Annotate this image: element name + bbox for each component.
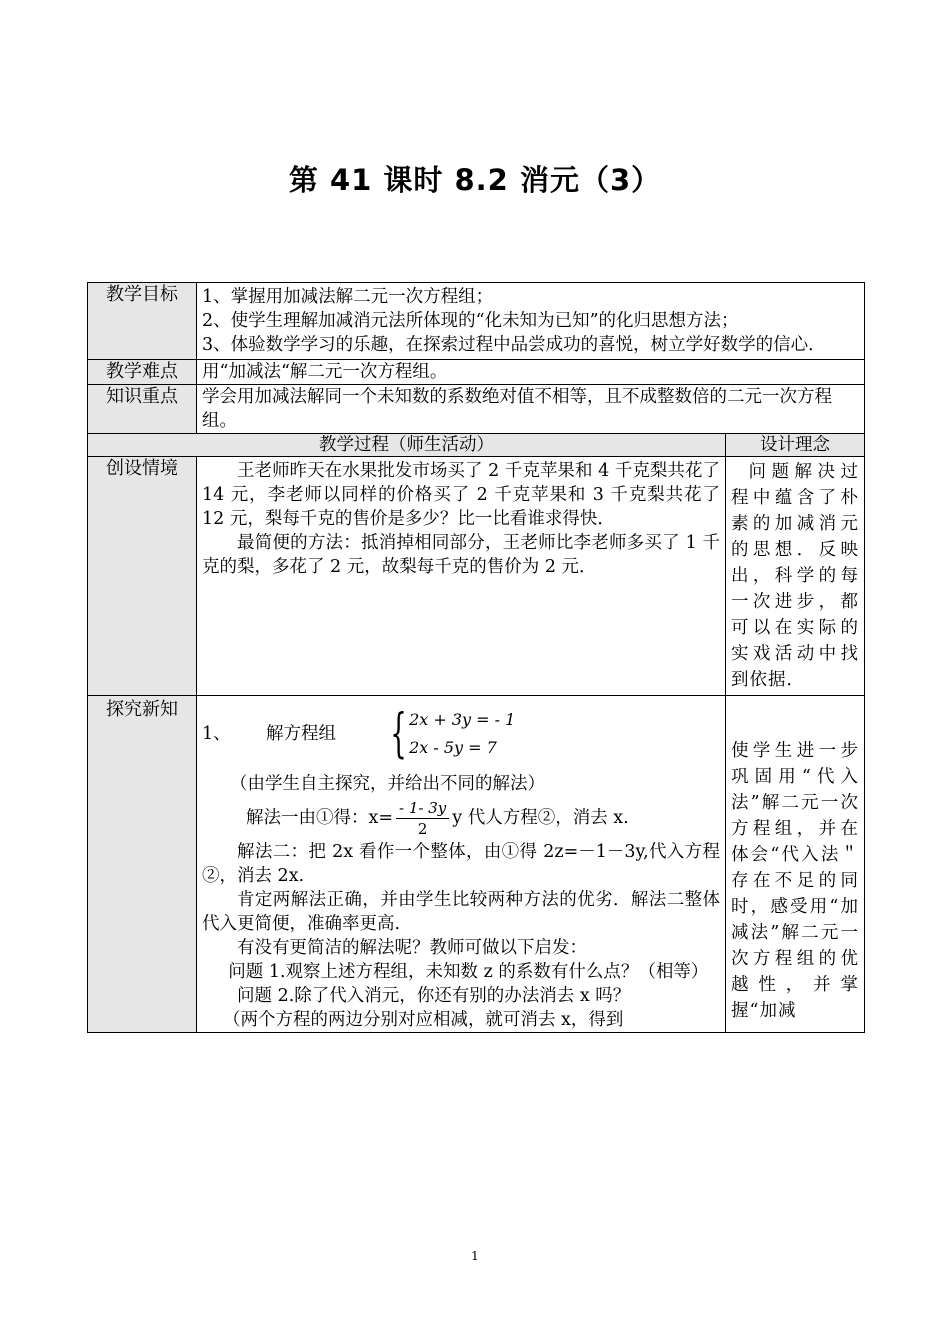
explore-row xyxy=(88,696,865,1033)
prompt-text: 有没有更简洁的解法呢？教师可做以下启发： xyxy=(237,938,587,958)
question-1: 问题 1.观察上述方程组，未知数 z 的系数有什么点？（相等） xyxy=(228,962,709,982)
design-header: 设计理念 xyxy=(726,434,865,457)
page-number: 1 xyxy=(471,1249,479,1263)
objectives-row xyxy=(88,283,865,360)
method-1-before: 解法一由①得：x= xyxy=(246,808,394,828)
equation-2: 2x - 5y = 7 xyxy=(409,738,497,757)
method-1 xyxy=(202,796,720,840)
objectives-cell xyxy=(197,283,865,360)
scenario-row xyxy=(88,457,865,696)
problem-number: 1、 xyxy=(202,724,231,744)
fraction-numerator: - 1- 3y xyxy=(396,798,449,819)
answer-text: （两个方程的两边分别对应相减，就可消去 x，得到 xyxy=(223,1010,624,1030)
objectives-label: 教学目标 xyxy=(88,283,197,360)
question-2: 问题 2.除了代入消元，你还有别的办法消去 x 吗？ xyxy=(237,986,631,1006)
scenario-paragraph: 王老师昨天在水果批发市场买了 2 千克苹果和 4 千克梨共花了 14 元，李老师以同样的价格买了 2 千克苹果和 3 千克梨共花了 12 元，梨每千克的售价是多少？比一比看谁求得快． xyxy=(202,461,720,529)
difficulty-text: 用“加减法“解二元一次方程组。 xyxy=(197,360,865,385)
explore-design-text: 使学生进一步巩固用“代入法”解二元一次方程组，并在体会“代入法＂存在不足的同时，感受用“加减法”解二元一次方程组的优越性，并掌握“加减 xyxy=(731,741,860,1021)
page-title: 第 41 课时 8.2 消元（3） xyxy=(288,163,662,197)
problem-label: 解方程组 xyxy=(266,724,336,744)
key-points-label: 知识重点 xyxy=(88,385,197,434)
method-1-after: y 代人方程②，消去 x. xyxy=(452,808,629,828)
left-brace: { xyxy=(390,704,407,764)
scenario-design-text: 问题解决过程中蕴含了朴素的加减消元的思想．反映出，科学的每一次进步，都可以在实际的实戏活动中找到依据． xyxy=(731,462,860,690)
scenario-content xyxy=(197,457,726,696)
process-header: 教学过程（师生活动） xyxy=(88,434,726,457)
objective-item: 3、体验数学学习的乐趣，在探索过程中品尝成功的喜悦，树立学好数学的信心． xyxy=(202,335,826,355)
key-points-row xyxy=(88,385,865,434)
fraction-denominator: 2 xyxy=(417,820,428,838)
fraction xyxy=(396,798,449,839)
scenario-paragraph: 最简便的方法：抵消掉相同部分，王老师比李老师多买了 1 千克的梨，多花了 2 元，故梨每千克的售价为 2 元． xyxy=(202,533,720,577)
affirm-text: 肯定两解法正确，并由学生比较两种方法的优劣．解法二整体代入更简便，准确率更高. xyxy=(202,890,720,934)
equation-1: 2x + 3y = - 1 xyxy=(409,710,516,729)
explore-label: 探究新知 xyxy=(88,696,197,1033)
objective-item: 1、掌握用加减法解二元一次方程组； xyxy=(202,287,494,307)
lesson-plan-table xyxy=(87,282,865,1033)
explore-note: （由学生自主探究，并给出不同的解法） xyxy=(230,774,545,794)
method-2: 解法二：把 2x 看作一个整体，由①得 2z=－1－3y,代入方程②，消去 2x. xyxy=(202,842,720,886)
difficulty-label: 教学难点 xyxy=(88,360,197,385)
scenario-label: 创设情境 xyxy=(88,457,197,696)
equation-system xyxy=(382,706,515,762)
scenario-design xyxy=(726,457,865,696)
header-row xyxy=(88,434,865,457)
equation-system-row xyxy=(202,700,720,768)
key-points-text: 学会用加减法解同一个未知数的系数绝对值不相等，且不成整数倍的二元一次方程组。 xyxy=(197,385,865,434)
explore-content xyxy=(197,696,726,1033)
objective-item: 2、使学生理解加减消元法所体现的“化未知为已知”的化归思想方法； xyxy=(202,311,739,331)
difficulty-row xyxy=(88,360,865,385)
explore-design xyxy=(726,696,865,1033)
